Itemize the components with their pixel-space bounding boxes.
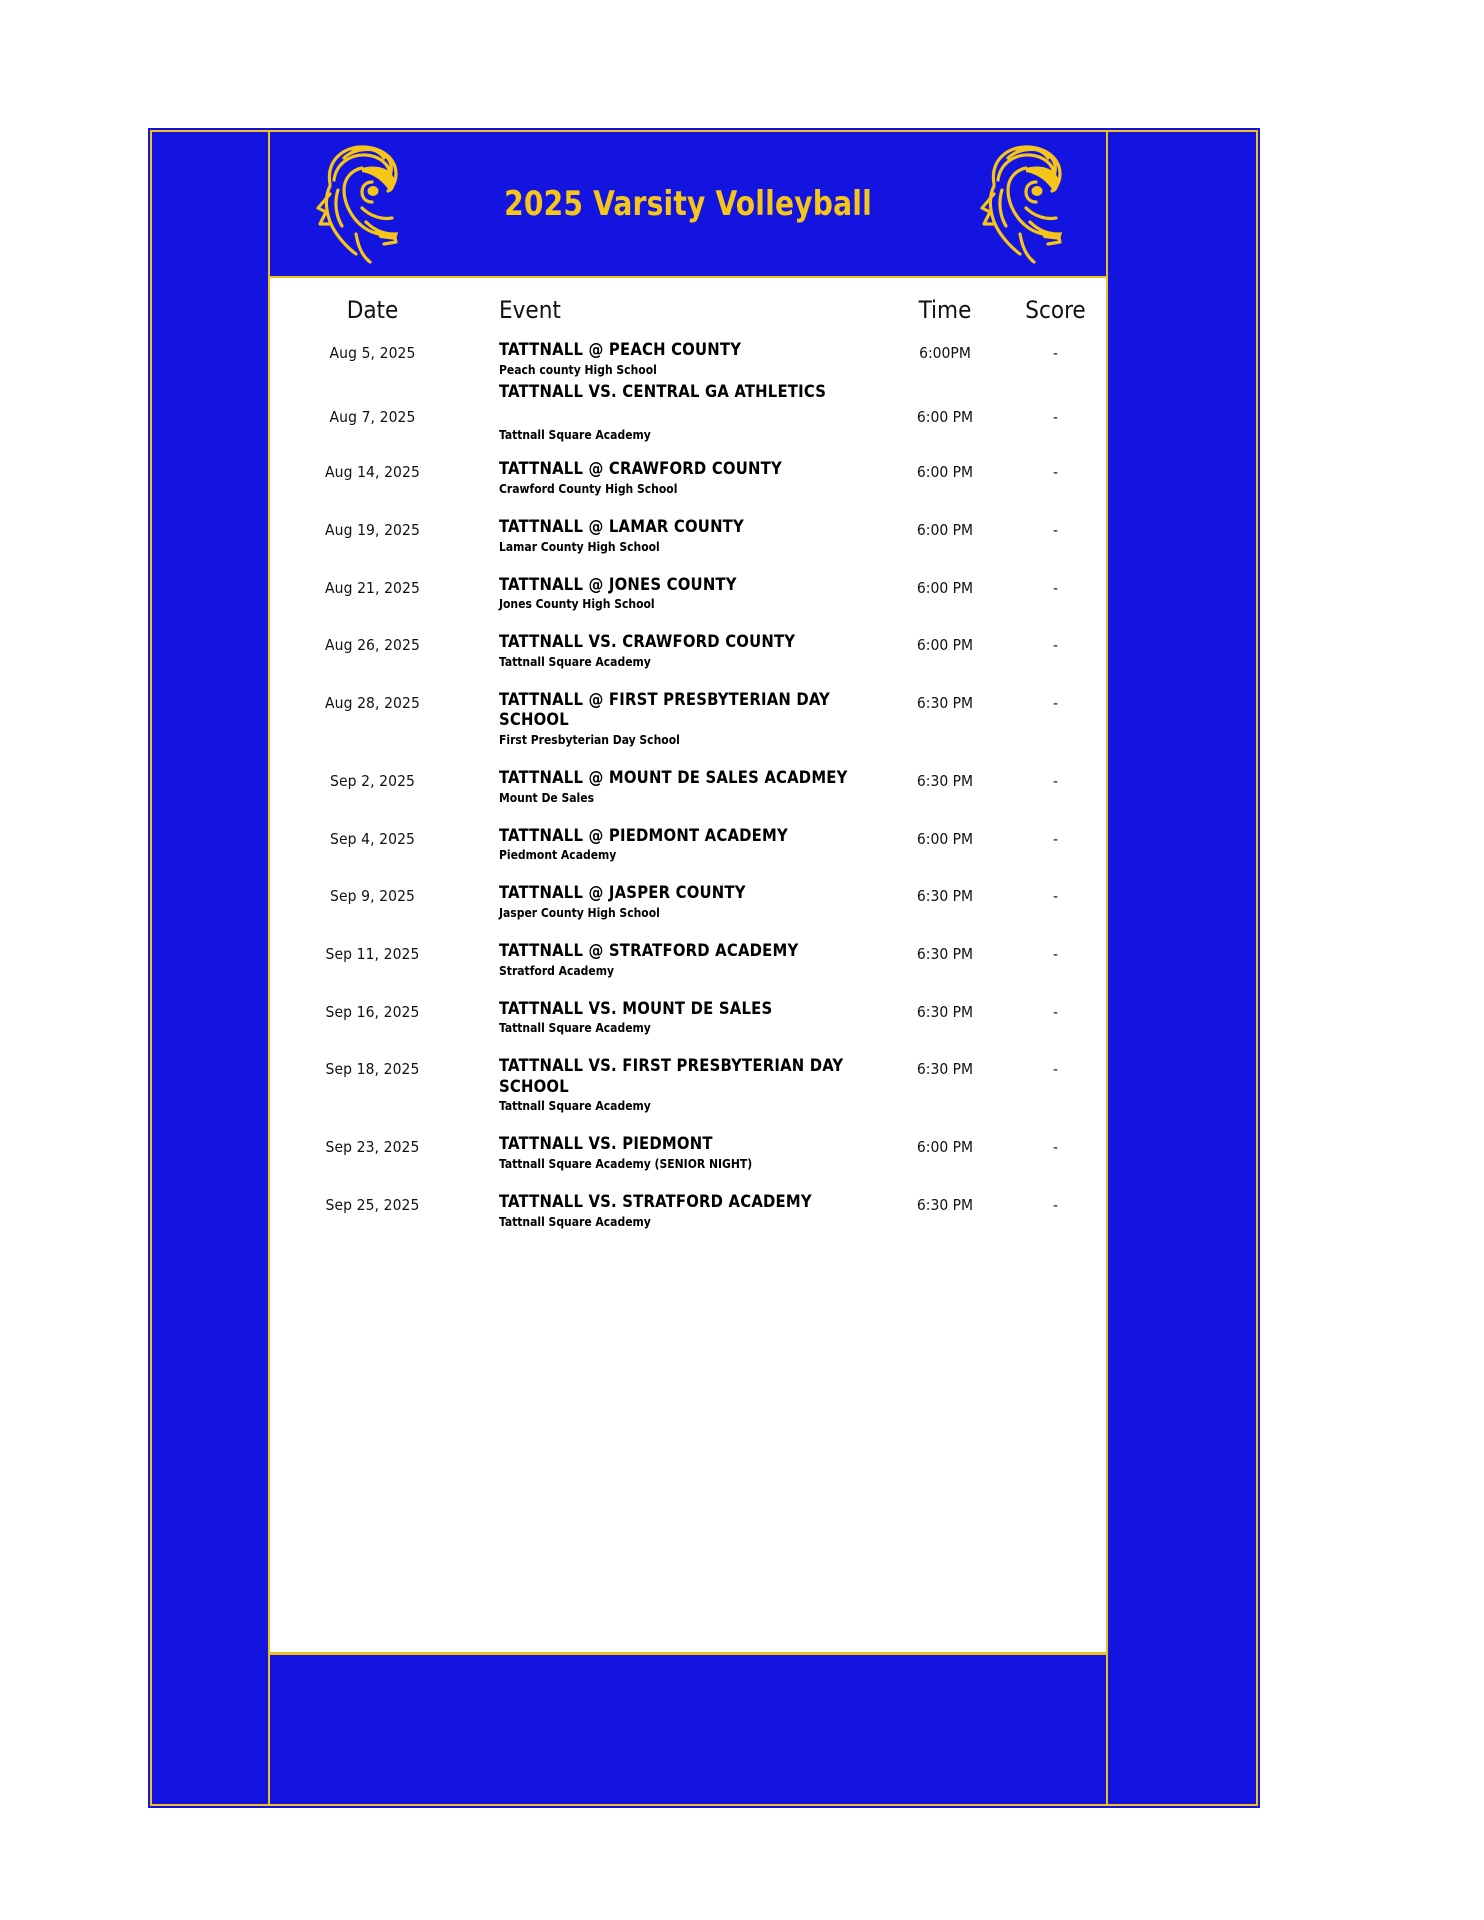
cell-score: - [1052,344,1059,362]
column-header-event: Event [499,296,561,324]
table-row [270,873,1106,931]
cell-score: - [1052,693,1059,712]
table-row [270,1046,1106,1124]
table-row [270,622,1106,680]
cell-score: - [1052,520,1059,539]
event-title: TATTNALL @ MOUNT DE SALES ACADMEY [499,768,848,787]
table-row [270,334,1106,380]
cell-event [475,380,885,450]
event-venue: Lamar County High School [499,539,660,554]
table-row [270,449,1106,507]
table-row [270,565,1106,623]
table-header [270,278,1106,334]
cell-date: Aug 28, 2025 [325,693,420,712]
table-row [270,507,1106,565]
cell-event [475,507,885,565]
cell-event [475,873,885,931]
event-venue: Tattnall Square Academy (SENIOR NIGHT) [499,1157,753,1171]
poster-footer-band [268,1654,1108,1806]
cell-time: 6:30 PM [916,693,974,712]
table-row [270,758,1106,816]
cell-time: 6:30 PM [916,887,974,906]
cell-score: - [1052,407,1059,426]
cell-event [475,449,885,507]
event-title: TATTNALL VS. STRATFORD ACADEMY [499,1192,812,1211]
cell-event [475,334,885,380]
cell-score: - [1052,636,1059,655]
cell-date: Sep 2, 2025 [329,772,416,790]
cell-date: Aug 19, 2025 [325,520,420,539]
cell-event [475,989,885,1047]
cell-time: 6:00 PM [916,578,974,597]
event-venue: Tattnall Square Academy [499,1214,651,1229]
event-title: TATTNALL @ FIRST PRESBYTERIAN DAY SCHOOL [499,689,830,730]
column-header-date: Date [346,296,399,324]
cell-time: 6:00 PM [916,1138,974,1157]
cell-score: - [1052,1060,1059,1079]
cell-time: 6:30 PM [916,1002,974,1021]
event-venue: Stratford Academy [499,963,615,978]
cell-time: 6:00 PM [916,520,974,539]
cell-score: - [1052,772,1059,790]
cell-date: Sep 4, 2025 [329,829,416,848]
column-header-time: Time [918,296,972,324]
cell-time: 6:30 PM [916,1196,974,1214]
cell-date: Sep 11, 2025 [325,944,420,963]
event-title: TATTNALL @ PIEDMONT ACADEMY [499,825,788,845]
table-row [270,989,1106,1047]
event-venue: Tattnall Square Academy [499,654,651,669]
page-title: 2025 Varsity Volleyball [504,184,872,224]
schedule-card [268,278,1108,1654]
cell-time: 6:30 PM [916,1060,974,1079]
event-title: TATTNALL VS. MOUNT DE SALES [499,998,773,1018]
table-row [270,380,1106,450]
event-venue: Jones County High School [499,597,655,612]
schedule-table [270,278,1106,1240]
trojan-mascot-icon [300,138,412,270]
event-venue: First Presbyterian Day School [499,733,680,747]
event-venue: Jasper County High School [499,905,660,920]
cell-date: Aug 21, 2025 [325,578,420,597]
cell-date: Sep 16, 2025 [325,1002,420,1021]
cell-date: Aug 26, 2025 [325,636,420,655]
event-title: TATTNALL VS. FIRST PRESBYTERIAN DAY SCHOOL [499,1056,844,1096]
cell-time: 6:00 PM [916,829,974,848]
event-venue: Crawford County High School [499,481,678,496]
cell-date: Sep 18, 2025 [325,1060,420,1079]
cell-score: - [1052,944,1059,963]
table-row [270,816,1106,874]
poster-header [268,130,1108,278]
cell-time: 6:00 PM [916,463,974,482]
cell-score: - [1052,1196,1059,1214]
event-title: TATTNALL VS. PIEDMONT [499,1134,713,1154]
cell-date: Aug 5, 2025 [329,344,416,362]
cell-event [475,622,885,680]
cell-time: 6:00PM [919,344,971,362]
table-row [270,1182,1106,1240]
event-title: TATTNALL @ LAMAR COUNTY [499,516,744,536]
cell-event [475,1182,885,1240]
cell-event [475,816,885,874]
event-venue: Piedmont Academy [499,848,617,863]
cell-date: Sep 25, 2025 [325,1196,420,1214]
event-title: TATTNALL @ JASPER COUNTY [499,883,746,903]
cell-event [475,1046,885,1124]
cell-date: Sep 23, 2025 [325,1138,420,1157]
cell-time: 6:00 PM [916,407,974,426]
cell-score: - [1052,1002,1059,1021]
event-title: TATTNALL @ PEACH COUNTY [499,340,742,359]
event-title: TATTNALL VS. CRAWFORD COUNTY [499,632,796,652]
table-row [270,931,1106,989]
cell-event [475,931,885,989]
event-title: TATTNALL @ STRATFORD ACADEMY [499,940,799,960]
cell-event [475,680,885,758]
column-header-score: Score [1025,296,1086,324]
event-venue: Tattnall Square Academy [499,428,651,443]
cell-score: - [1052,578,1059,597]
event-venue: Tattnall Square Academy [499,1021,651,1036]
cell-event [475,758,885,816]
cell-date: Aug 7, 2025 [329,407,416,426]
event-venue: Peach county High School [499,362,657,377]
cell-score: - [1052,829,1059,848]
cell-event [475,1124,885,1182]
table-row [270,1124,1106,1182]
cell-event [475,565,885,623]
cell-score: - [1052,463,1059,482]
cell-time: 6:00 PM [916,636,974,655]
event-title: TATTNALL @ JONES COUNTY [499,574,737,594]
cell-score: - [1052,1138,1059,1157]
cell-time: 6:30 PM [916,772,974,790]
cell-score: - [1052,887,1059,906]
cell-date: Sep 9, 2025 [329,887,416,906]
table-row [270,680,1106,758]
trojan-mascot-icon [964,138,1076,270]
cell-date: Aug 14, 2025 [325,463,420,482]
table-body [270,334,1106,1240]
cell-time: 6:30 PM [916,944,974,963]
event-venue: Mount De Sales [499,790,595,805]
event-title: TATTNALL @ CRAWFORD COUNTY [499,459,782,479]
event-venue: Tattnall Square Academy [499,1099,651,1114]
event-title: TATTNALL VS. CENTRAL GA ATHLETICS [499,381,827,401]
